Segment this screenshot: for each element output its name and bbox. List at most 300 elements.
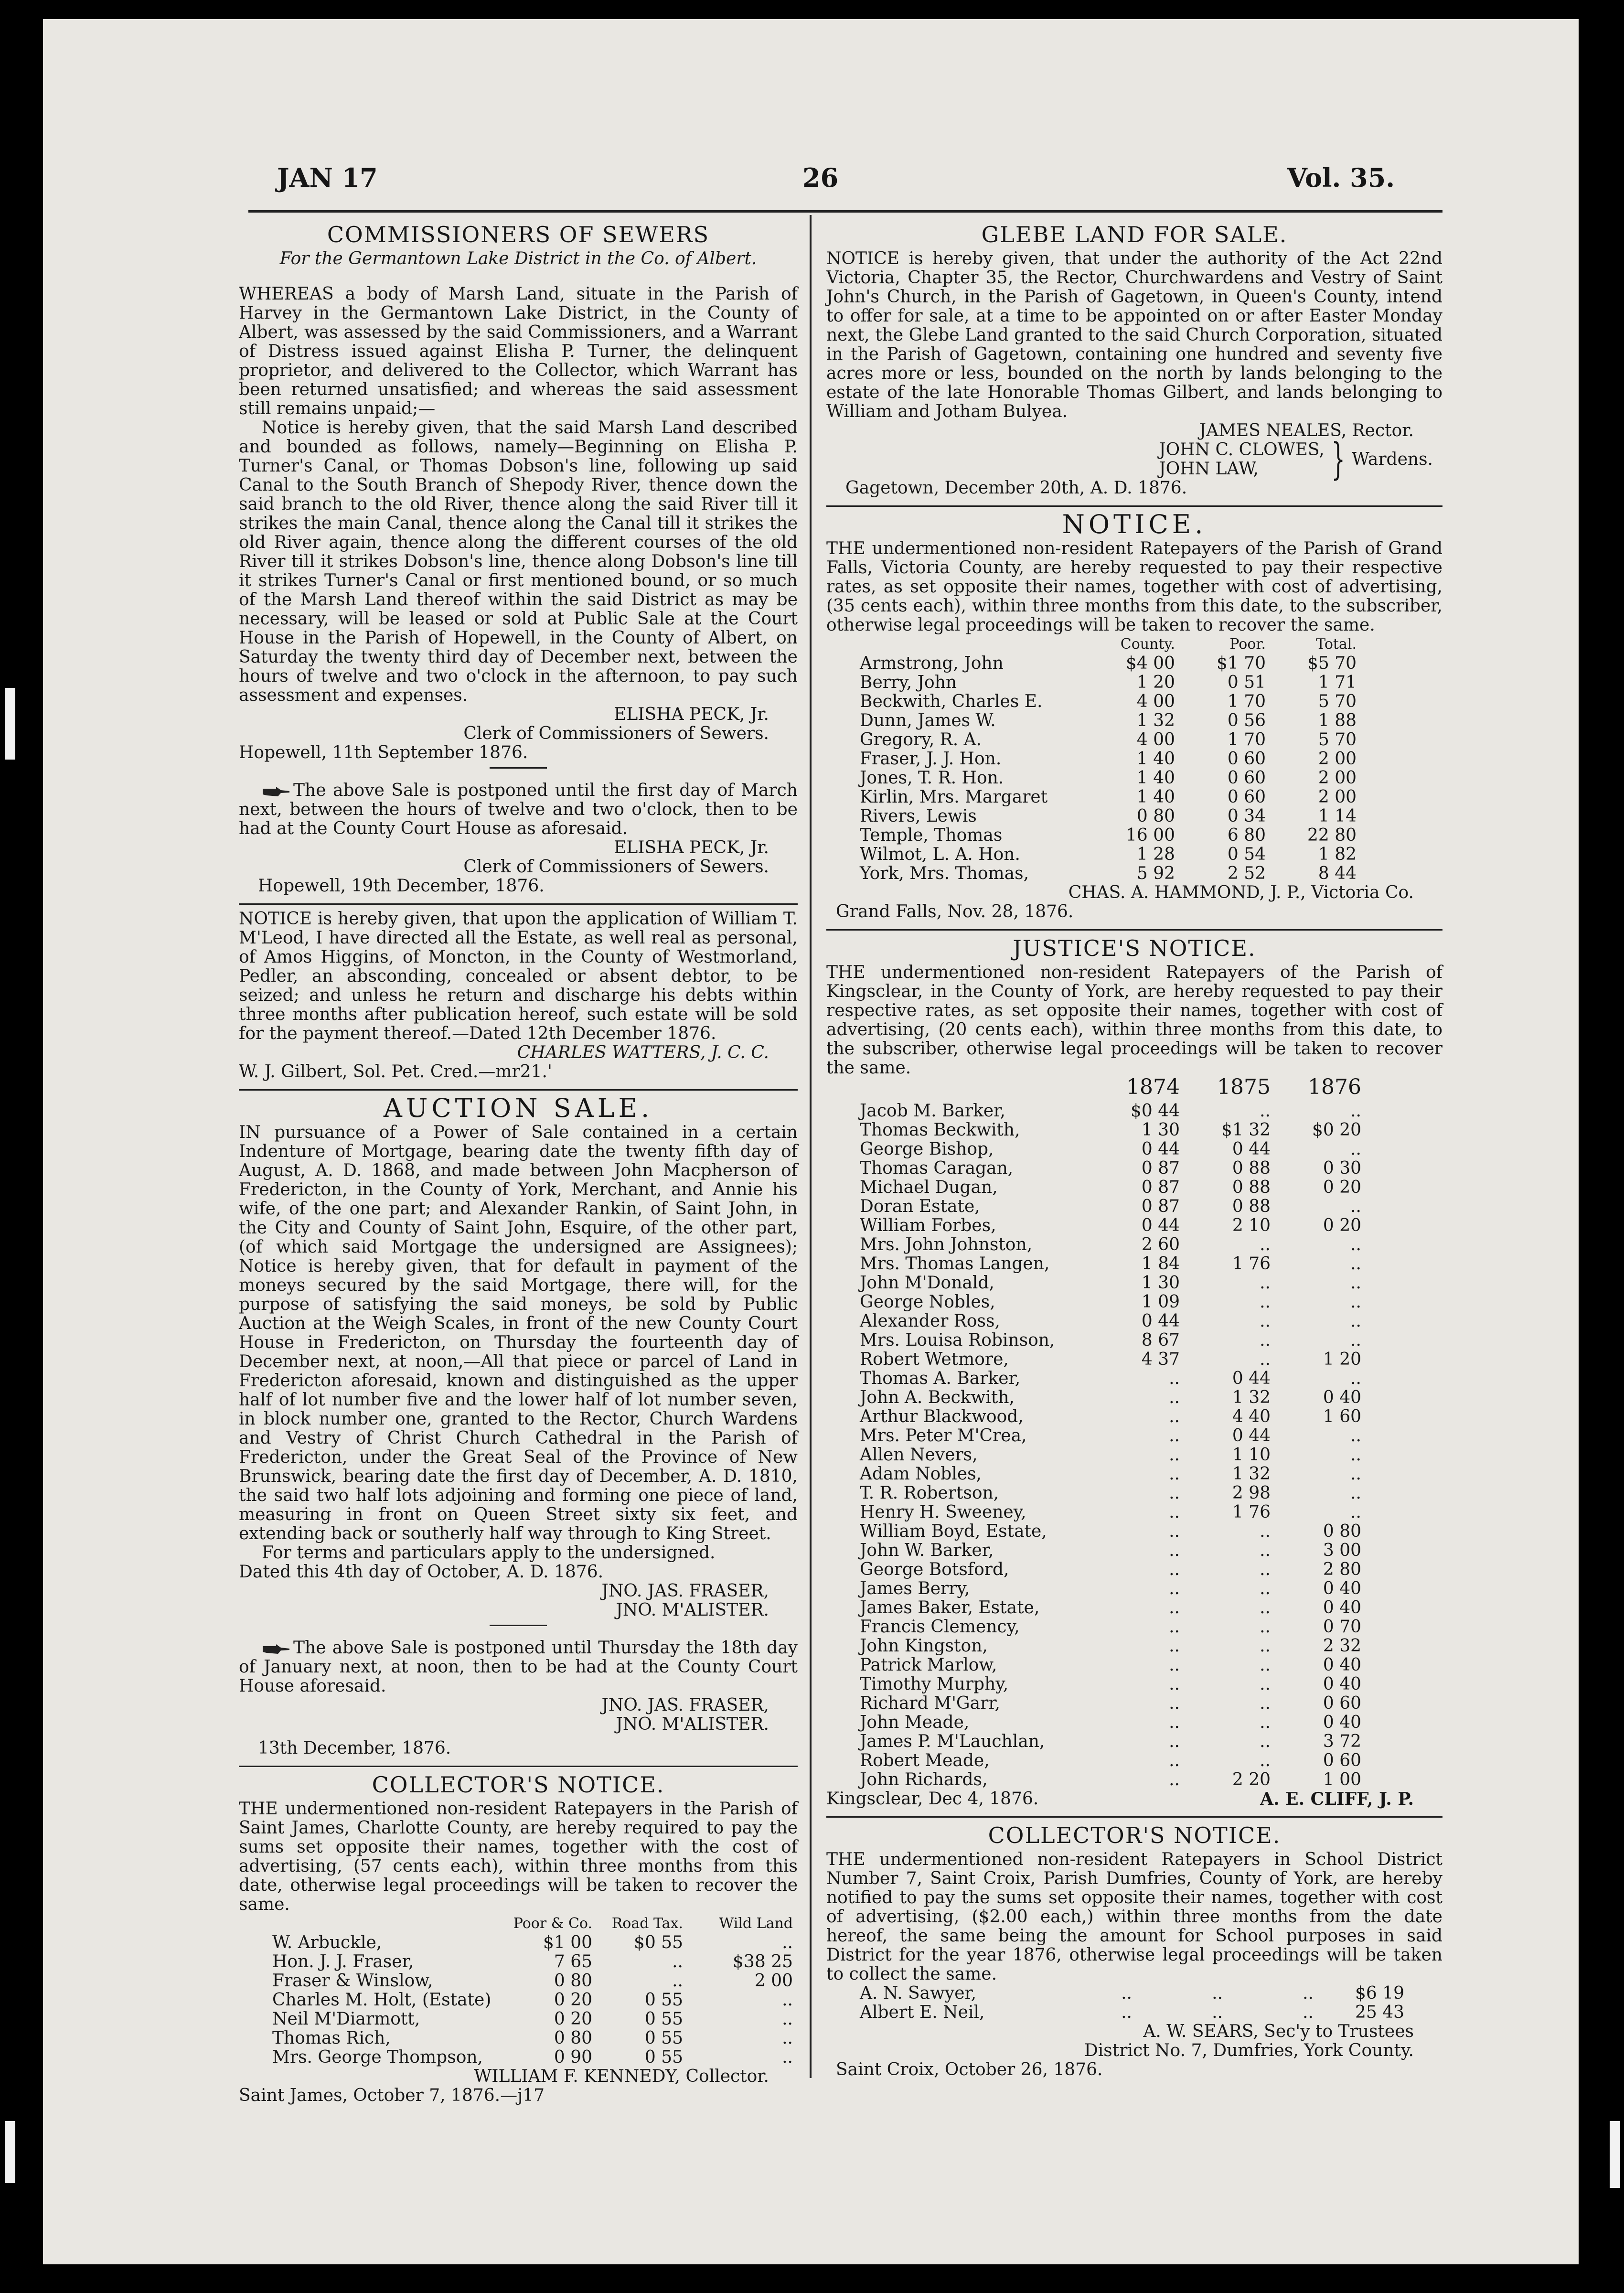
amount-cell: 2 00 [754, 1971, 793, 1991]
amount-cell: .. [1350, 1273, 1361, 1293]
ratepayer-name: Temple, Thomas [860, 825, 1003, 845]
table-row [826, 1407, 1442, 1426]
amount-cell: $0 20 [1312, 1120, 1361, 1140]
amount-cell: 1 10 [1232, 1445, 1271, 1465]
amount-cell: 1 40 [1136, 768, 1175, 788]
ratepayer-name: Robert Meade, [860, 1751, 990, 1770]
table-row [826, 1541, 1442, 1560]
amount-cell: .. [1169, 1426, 1180, 1446]
kingsclear-title: JUSTICE'S NOTICE. [1013, 935, 1256, 961]
kingsclear-signature: A. E. CLIFF, J. P. [1260, 1789, 1414, 1809]
amount-cell: 0 88 [1232, 1178, 1271, 1197]
amount-cell: 0 80 [1136, 806, 1175, 826]
amount-cell: 0 60 [1323, 1693, 1361, 1713]
table-row [239, 1991, 798, 2010]
amount-cell: 0 55 [644, 1990, 683, 2010]
ratepayer-name: Francis Clemency, [860, 1617, 1020, 1637]
amount-cell: .. [1303, 2003, 1314, 2022]
header-page-number: 26 [802, 162, 839, 193]
amount-cell: .. [1169, 1693, 1180, 1713]
amount-cell: 0 60 [1323, 1751, 1361, 1770]
saint-croix-signature-2: District No. 7, Dumfries, York County. [1084, 2041, 1414, 2060]
auction-paragraph-3: Dated this 4th day of October, A. D. 1876. [239, 1562, 604, 1582]
amount-cell: 0 80 [554, 1971, 592, 1991]
year-header: 1875 [1217, 1075, 1271, 1099]
newspaper-page [43, 19, 1579, 2264]
ratepayer-name: George Botsford, [860, 1560, 1009, 1579]
amount-cell: 0 55 [644, 2028, 683, 2048]
table-row [826, 845, 1442, 864]
table-row [826, 2003, 1442, 2022]
amount-cell: .. [672, 1952, 683, 1972]
amount-cell: 1 84 [1141, 1254, 1180, 1274]
amount-cell: 1 30 [1141, 1273, 1180, 1293]
section-separator [239, 903, 798, 905]
amount-cell: 2 60 [1141, 1235, 1180, 1254]
amount-cell: 5 92 [1136, 864, 1175, 883]
table-row [826, 1713, 1442, 1732]
mcleod-footer: W. J. Gilbert, Sol. Pet. Cred.—mr21.' [239, 1062, 552, 1082]
ratepayer-name: Gregory, R. A. [860, 730, 982, 750]
amount-cell: .. [782, 2047, 793, 2067]
amount-cell: 5 70 [1318, 730, 1357, 750]
ratepayer-name: Jones, T. R. Hon. [860, 768, 1004, 788]
amount-cell: .. [1212, 1983, 1223, 2003]
column-header: Poor & Co. [513, 1915, 592, 1932]
kingsclear-table [826, 1075, 1442, 1789]
amount-cell: 0 55 [644, 2047, 683, 2067]
scan-edge-mark [5, 2121, 15, 2183]
ratepayer-name: Mrs. Peter M'Crea, [860, 1426, 1027, 1446]
amount-cell: .. [1169, 1388, 1180, 1407]
column-header: Road Tax. [611, 1915, 683, 1932]
amount-cell: .. [1260, 1560, 1271, 1579]
amount-cell: 0 87 [1141, 1178, 1180, 1197]
column-header: Poor. [1229, 636, 1266, 653]
amount-cell: 2 32 [1323, 1636, 1361, 1656]
amount-cell: 0 80 [1323, 1522, 1361, 1541]
table-row [826, 1560, 1442, 1579]
saint-croix-table [826, 1984, 1442, 2022]
ratepayer-name: Allen Nevers, [860, 1445, 978, 1465]
amount-cell: 1 40 [1136, 787, 1175, 807]
table-row [826, 711, 1442, 730]
kingsclear-footer [826, 1789, 1442, 1809]
scan-edge-mark [1610, 2121, 1620, 2188]
ratepayer-name: Richard M'Garr, [860, 1693, 1001, 1713]
amount-cell: .. [1169, 1713, 1180, 1732]
table-row [826, 1293, 1442, 1312]
table-row [826, 654, 1442, 673]
amount-cell: .. [1350, 1254, 1361, 1274]
table-row [826, 1274, 1442, 1293]
amount-cell: .. [1260, 1713, 1271, 1732]
ratepayer-name: Fraser & Winslow, [272, 1971, 433, 1991]
column-header: Total. [1316, 636, 1357, 653]
amount-cell: $1 00 [543, 1933, 592, 1952]
ratepayer-name: Michael Dugan, [860, 1178, 998, 1197]
table-row [826, 1216, 1442, 1235]
amount-cell: .. [1303, 1983, 1314, 2003]
left-column [239, 220, 798, 2105]
amount-cell: .. [1350, 1502, 1361, 1522]
amount-cell: 16 00 [1125, 825, 1175, 845]
amount-cell: .. [1169, 1770, 1180, 1789]
amount-cell: .. [782, 2028, 793, 2048]
ratepayer-name: York, Mrs. Thomas, [860, 864, 1029, 883]
amount-cell: .. [1169, 1751, 1180, 1770]
ratepayer-name: George Nobles, [860, 1292, 995, 1312]
amount-cell: 0 40 [1323, 1388, 1361, 1407]
amount-cell: 5 70 [1318, 692, 1357, 711]
amount-cell: .. [1169, 1674, 1180, 1694]
table-row [239, 1952, 798, 1972]
ratepayer-name: Timothy Murphy, [860, 1674, 1009, 1694]
table-header-row [826, 635, 1442, 654]
pointing-hand-icon [262, 1643, 290, 1655]
table-row [826, 1254, 1442, 1274]
header-volume: Vol. 35. [1287, 162, 1395, 193]
table-row [826, 1197, 1442, 1216]
table-row [826, 1637, 1442, 1656]
grand-falls-table [826, 635, 1442, 883]
divider [490, 767, 547, 769]
amount-cell: .. [1169, 1636, 1180, 1656]
ratepayer-name: John Richards, [860, 1770, 988, 1789]
amount-cell: 2 00 [1318, 749, 1357, 769]
amount-cell: 0 40 [1323, 1713, 1361, 1732]
glebe-wardens-label: Wardens. [1352, 450, 1433, 469]
amount-cell: .. [1260, 1579, 1271, 1598]
amount-cell: .. [1350, 1464, 1361, 1484]
amount-cell: .. [1350, 1235, 1361, 1254]
table-row [826, 1675, 1442, 1694]
amount-cell: .. [1260, 1693, 1271, 1713]
amount-cell: 0 34 [1227, 806, 1266, 826]
ratepayer-name: John M'Donald, [860, 1273, 994, 1293]
auction-date: 13th December, 1876. [258, 1738, 451, 1758]
table-row [826, 1121, 1442, 1140]
ratepayer-name: James Berry, [860, 1579, 970, 1598]
glebe-signature-rector: JAMES NEALES, Rector. [1199, 421, 1414, 440]
amount-cell: .. [1260, 1101, 1271, 1121]
table-row [239, 2048, 798, 2067]
amount-cell: .. [1169, 1522, 1180, 1541]
amount-cell: 0 80 [554, 2028, 592, 2048]
ratepayer-name: William Forbes, [860, 1216, 996, 1235]
amount-cell: .. [1169, 1541, 1180, 1560]
ratepayer-name: Alexander Ross, [860, 1311, 1000, 1331]
amount-cell: 2 20 [1232, 1770, 1271, 1789]
ratepayer-name: Mrs. George Thompson, [272, 2047, 483, 2067]
amount-cell: 1 00 [1323, 1770, 1361, 1789]
table-row [826, 1369, 1442, 1388]
kingsclear-date: Kingsclear, Dec 4, 1876. [826, 1789, 1039, 1809]
amount-cell: 2 80 [1323, 1560, 1361, 1579]
auction-paragraph-2: For terms and particulars apply to the undersigned. [262, 1543, 716, 1563]
grand-falls-date: Grand Falls, Nov. 28, 1876. [836, 902, 1074, 921]
amount-cell: $0 44 [1130, 1101, 1180, 1121]
amount-cell: .. [1350, 1197, 1361, 1216]
amount-cell: 1 76 [1232, 1502, 1271, 1522]
saint-james-signature: WILLIAM F. KENNEDY, Collector. [474, 2067, 769, 2086]
glebe-signature-warden-2: JOHN LAW, [1159, 459, 1259, 479]
amount-cell: $1 70 [1216, 654, 1266, 673]
amount-cell: 2 00 [1318, 787, 1357, 807]
table-row [826, 1331, 1442, 1350]
table-row [826, 1178, 1442, 1197]
ratepayer-name: William Boyd, Estate, [860, 1522, 1047, 1541]
amount-cell: 6 80 [1227, 825, 1266, 845]
amount-cell: 8 44 [1318, 864, 1357, 883]
column-divider [810, 215, 812, 2078]
commissioners-signature-1-title: Clerk of Commissioners of Sewers. [463, 724, 769, 743]
amount-cell: .. [1212, 2003, 1223, 2022]
table-row [239, 1972, 798, 1991]
amount-cell: .. [1260, 1732, 1271, 1751]
amount-cell: 0 20 [1323, 1216, 1361, 1235]
grand-falls-signature: CHAS. A. HAMMOND, J. P., Victoria Co. [1068, 883, 1414, 902]
amount-cell: .. [1350, 1426, 1361, 1446]
auction-title: AUCTION SALE. [383, 1093, 653, 1123]
table-row [826, 1770, 1442, 1789]
commissioners-date-1: Hopewell, 11th September 1876. [239, 743, 528, 762]
table-row [826, 692, 1442, 711]
header-date: JAN 17 [277, 162, 378, 193]
commissioners-signature-1: ELISHA PECK, Jr. [614, 705, 769, 724]
amount-cell: .. [1260, 1636, 1271, 1656]
ratepayer-name: James P. M'Lauchlan, [860, 1732, 1045, 1751]
amount-cell: 0 70 [1323, 1617, 1361, 1637]
amount-cell: 1 30 [1141, 1120, 1180, 1140]
auction-signature-c: JNO. JAS. FRASER, [601, 1695, 769, 1715]
table-header-row [826, 1075, 1442, 1102]
amount-cell: .. [1169, 1464, 1180, 1484]
ratepayer-name: A. N. Sawyer, [860, 1983, 977, 2003]
amount-cell: .. [1260, 1751, 1271, 1770]
ratepayer-name: Thomas Rich, [272, 2028, 391, 2048]
table-header-row [239, 1914, 798, 1933]
amount-cell: .. [1260, 1674, 1271, 1694]
table-row [826, 1694, 1442, 1713]
table-row [826, 1656, 1442, 1675]
year-header: 1874 [1126, 1075, 1180, 1099]
amount-cell: 22 80 [1307, 825, 1357, 845]
amount-cell: 1 70 [1227, 730, 1266, 750]
amount-cell: 0 88 [1232, 1197, 1271, 1216]
ratepayer-name: Thomas Beckwith, [860, 1120, 1020, 1140]
ratepayer-name: Thomas A. Barker, [860, 1369, 1021, 1388]
amount-cell: .. [1260, 1617, 1271, 1637]
amount-cell: .. [1260, 1522, 1271, 1541]
amount-cell: 0 44 [1141, 1311, 1180, 1331]
ratepayer-name: Albert E. Neil, [860, 2003, 985, 2022]
table-row [239, 1933, 798, 1952]
table-row [826, 673, 1442, 692]
amount-cell: 1 76 [1232, 1254, 1271, 1274]
amount-cell: $38 25 [733, 1952, 793, 1972]
amount-cell: 0 40 [1323, 1655, 1361, 1675]
ratepayer-name: Arthur Blackwood, [860, 1407, 1024, 1426]
table-row [826, 1426, 1442, 1446]
ratepayer-name: John W. Barker, [860, 1541, 994, 1560]
ratepayer-name: Kirlin, Mrs. Margaret [860, 787, 1048, 807]
section-separator [826, 1816, 1442, 1818]
amount-cell: 1 40 [1136, 749, 1175, 769]
amount-cell: .. [1169, 1407, 1180, 1426]
amount-cell: .. [1169, 1502, 1180, 1522]
amount-cell: 2 52 [1227, 864, 1266, 883]
amount-cell: 1 88 [1318, 711, 1357, 730]
ratepayer-name: Armstrong, John [860, 654, 1004, 673]
section-separator [239, 1089, 798, 1091]
amount-cell: .. [1350, 1311, 1361, 1331]
amount-cell: .. [1260, 1330, 1271, 1350]
amount-cell: 25 43 [1355, 2003, 1404, 2022]
table-row [826, 1140, 1442, 1159]
table-row [826, 1312, 1442, 1331]
kingsclear-text: THE undermentioned non-resident Ratepayers of the Parish of Kingsclear, in the County of York, are hereby requested to pay their respective rates, as set opposite their names, together with cost of advertising, (20 cents each), within three months from this date, to the subscriber, otherwise legal proceedings will be taken to recover the same. [826, 963, 1442, 1078]
amount-cell: 1 14 [1318, 806, 1357, 826]
amount-cell: 1 60 [1323, 1407, 1361, 1426]
amount-cell: 4 00 [1136, 692, 1175, 711]
ratepayer-name: Patrick Marlow, [860, 1655, 997, 1675]
amount-cell: 0 88 [1232, 1158, 1271, 1178]
amount-cell: .. [1121, 1983, 1132, 2003]
amount-cell: 0 44 [1232, 1426, 1271, 1446]
ratepayer-name: Robert Wetmore, [860, 1350, 1009, 1369]
amount-cell: 0 54 [1227, 845, 1266, 864]
ratepayer-name: Neil M'Diarmott, [272, 2009, 420, 2029]
table-row [826, 730, 1442, 750]
amount-cell: .. [782, 2009, 793, 2029]
amount-cell: .. [1169, 1655, 1180, 1675]
table-row [826, 864, 1442, 883]
ratepayer-name: George Bishop, [860, 1139, 994, 1159]
amount-cell: $0 55 [633, 1933, 683, 1952]
amount-cell: .. [1350, 1292, 1361, 1312]
table-row [826, 1751, 1442, 1770]
amount-cell: 4 37 [1141, 1350, 1180, 1369]
amount-cell: .. [672, 1971, 683, 1991]
amount-cell: 1 32 [1232, 1388, 1271, 1407]
commissioners-postponement: The above Sale is postponed until the first day of March next, between the hours of twelve and two o'clock, then to be had at the County Court House as aforesaid. [239, 781, 798, 838]
table-row [239, 2010, 798, 2029]
column-header: County. [1120, 636, 1175, 653]
saint-james-date: Saint James, October 7, 1876.—j17 [239, 2086, 545, 2105]
ratepayer-name: Adam Nobles, [860, 1464, 982, 1484]
amount-cell: 1 32 [1136, 711, 1175, 730]
saint-croix-date: Saint Croix, October 26, 1876. [836, 2060, 1103, 2079]
amount-cell: 2 10 [1232, 1216, 1271, 1235]
commissioners-subtitle: For the Germantown Lake District in the Co. of Albert. [279, 249, 757, 268]
table-row [239, 2029, 798, 2048]
section-separator [826, 505, 1442, 507]
table-row [826, 1503, 1442, 1522]
table-row [826, 826, 1442, 845]
amount-cell: .. [1169, 1579, 1180, 1598]
saint-james-text: THE undermentioned non-resident Ratepayers in the Parish of Saint James, Charlotte County, are hereby required to pay the sums set opposite their names, together with the cost of advertising, (57 cents each), within three months from this date, otherwise legal proceedings will be taken to recover the same. [239, 1799, 798, 1914]
saint-croix-title: COLLECTOR'S NOTICE. [988, 1822, 1281, 1848]
commissioners-date-2: Hopewell, 19th December, 1876. [258, 876, 545, 896]
amount-cell: .. [1169, 1598, 1180, 1618]
amount-cell: 0 87 [1141, 1197, 1180, 1216]
amount-cell: $6 19 [1355, 1983, 1404, 2003]
auction-postponement: The above Sale is postponed until Thursday the 18th day of January next, at noon, then to be had at the County Court House aforesaid. [239, 1638, 798, 1696]
ratepayer-name: Hon. J. J. Fraser, [272, 1952, 414, 1972]
table-row [826, 1522, 1442, 1541]
table-row [826, 1159, 1442, 1178]
auction-paragraph-1: IN pursuance of a Power of Sale contained in a certain Indenture of Mortgage, bearing date the twenty fifth day of August, A. D. 1868, and made between John Macpherson of Fredericton, in the County of York, Merchant, and Annie his wife, of the one part; and Alexander Rankin, of Saint John, in the City and County of Saint John, Esquire, of the other part, (of which said Mortgage the undersigned are Assignees); Notice is hereby given, that for default in payment of the moneys secured by the said Mortgage, there will, for the purpose of satisfying the said moneys, be sold by Public Auction at the Weigh Scales, in front of the new County Court House in Fredericton, on Thursday the fourteenth day of December next, at noon,—All that piece or parcel of Land in Fredericton aforesaid, known and distinguished as the upper half of lot number five and the lower half of lot number seven, in block number one, granted to the Rector, Church Wardens and Vestry of Christ Church Cathedral in the Parish of Fredericton, under the Great Seal of the Province of New Brunswick, bearing date the first day of December, A. D. 1810, the said two half lots adjoining and forming one piece of land, measuring in front on Queen Street sixty six feet, and extending back or southerly half way through to King Street. [239, 1123, 798, 1543]
commissioners-title: COMMISSIONERS OF SEWERS [327, 222, 710, 247]
commissioners-signature-2: ELISHA PECK, Jr. [614, 838, 769, 857]
ratepayer-name: Mrs. Louisa Robinson, [860, 1330, 1055, 1350]
amount-cell: 2 98 [1232, 1483, 1271, 1503]
amount-cell: .. [1350, 1139, 1361, 1159]
amount-cell: .. [1260, 1292, 1271, 1312]
section-separator [826, 929, 1442, 931]
auction-signature-d: JNO. M'ALISTER. [616, 1714, 769, 1734]
amount-cell: 4 00 [1136, 730, 1175, 750]
amount-cell: 0 55 [644, 2009, 683, 2029]
table-row [826, 1484, 1442, 1503]
amount-cell: 0 40 [1323, 1674, 1361, 1694]
ratepayer-name: Berry, John [860, 673, 957, 692]
table-row [826, 788, 1442, 807]
brace: } [1331, 434, 1345, 484]
table-row [826, 1579, 1442, 1598]
amount-cell: .. [782, 1933, 793, 1952]
amount-cell: .. [1260, 1273, 1271, 1293]
amount-cell: 0 60 [1227, 787, 1266, 807]
amount-cell: 0 44 [1141, 1139, 1180, 1159]
table-row [826, 1235, 1442, 1254]
amount-cell: 0 30 [1323, 1158, 1361, 1178]
amount-cell: .. [1260, 1235, 1271, 1254]
table-row [826, 807, 1442, 826]
amount-cell: .. [1169, 1483, 1180, 1503]
amount-cell: 0 87 [1141, 1158, 1180, 1178]
amount-cell: .. [782, 1990, 793, 2010]
glebe-text: NOTICE is hereby given, that under the authority of the Act 22nd Victoria, Chapter 35, the Rector, Churchwardens and Vestry of Saint John's Church, in the Parish of Gagetown, in Queen's County, intend to offer for sale, at a time to be appointed on or after Easter Monday next, the Glebe Land granted to the said Church Corporation, situated in the Parish of Gagetown, containing one hundred and seventy five acres more or less, bounded on the north by lands belonging to the estate of the late Honorable Thomas Gilbert, and lands belonging to William and Jotham Bulyea. [826, 249, 1442, 421]
amount-cell: 0 44 [1232, 1369, 1271, 1388]
ratepayer-name: John Kingston, [860, 1636, 988, 1656]
amount-cell: $5 70 [1307, 654, 1357, 673]
amount-cell: 3 00 [1323, 1541, 1361, 1560]
divider [490, 1625, 547, 1626]
glebe-title: GLEBE LAND FOR SALE. [981, 222, 1288, 247]
table-row [826, 1102, 1442, 1121]
ratepayer-name: Rivers, Lewis [860, 806, 977, 826]
amount-cell: 0 20 [554, 2009, 592, 2029]
saint-james-table [239, 1914, 798, 2067]
amount-cell: 0 60 [1227, 749, 1266, 769]
saint-james-title: COLLECTOR'S NOTICE. [372, 1772, 665, 1798]
amount-cell: 7 65 [554, 1952, 592, 1972]
amount-cell: .. [1350, 1369, 1361, 1388]
ratepayer-name: T. R. Robertson, [860, 1483, 999, 1503]
right-column [826, 220, 1442, 2079]
table-row [826, 1732, 1442, 1751]
mcleod-signature: CHARLES WATTERS, J. C. C. [517, 1043, 769, 1062]
pointing-hand-icon [262, 786, 290, 797]
amount-cell: 1 71 [1318, 673, 1357, 692]
grand-falls-text: THE undermentioned non-resident Ratepayers of the Parish of Grand Falls, Victoria County, are hereby requested to pay their respective rates, as set opposite their names, together with cost of advertising, (35 cents each), within three months from this date, to the subscriber, otherwise legal proceedings will be taken to recover the same. [826, 539, 1442, 635]
amount-cell: .. [1350, 1483, 1361, 1503]
amount-cell: .. [1260, 1311, 1271, 1331]
amount-cell: $1 32 [1221, 1120, 1271, 1140]
amount-cell: .. [1260, 1350, 1271, 1369]
